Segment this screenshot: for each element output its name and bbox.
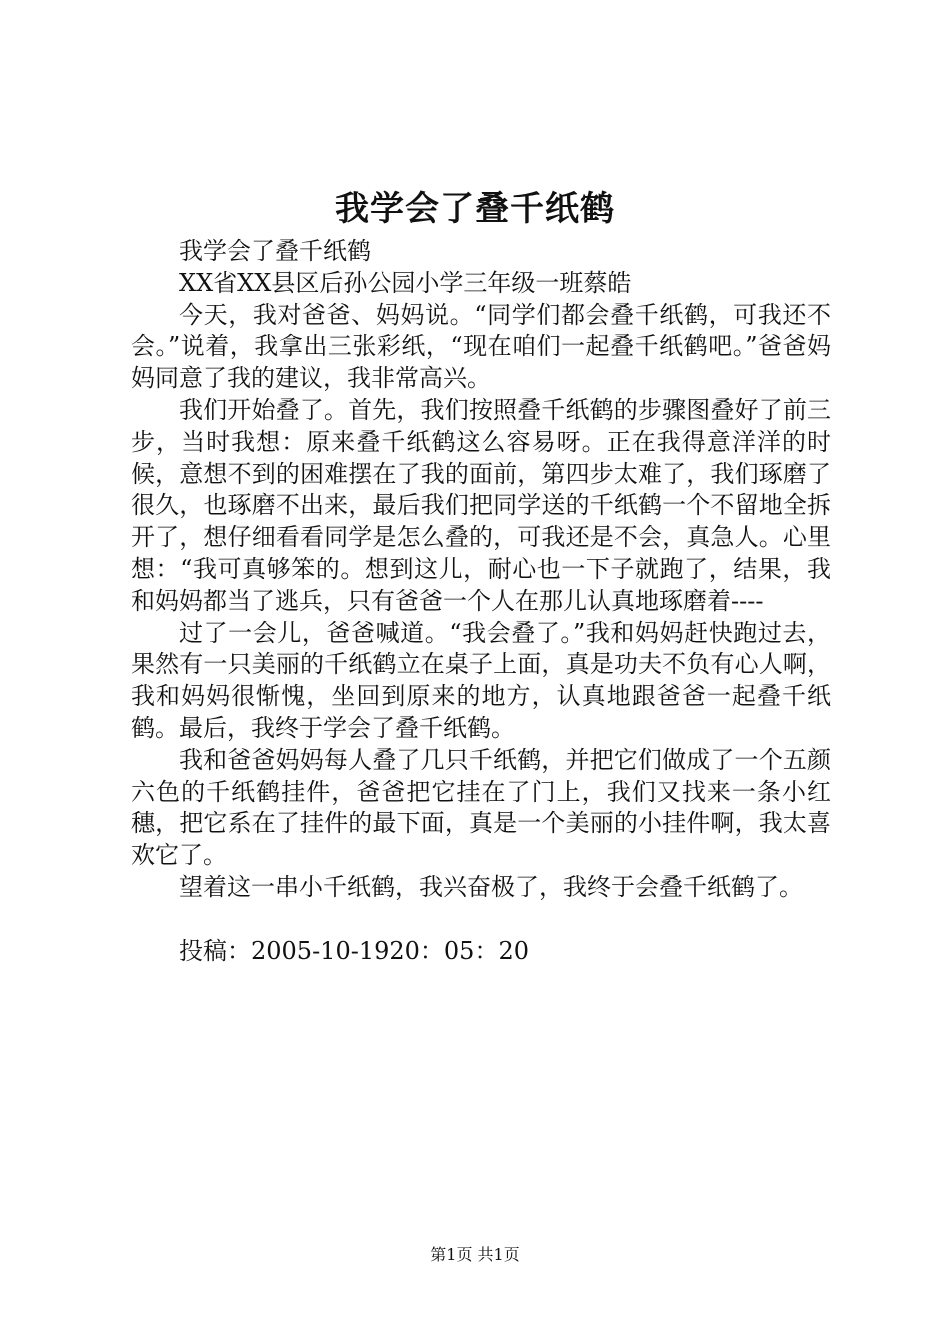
paragraph-3: 过了一会儿，爸爸喊道。“我会叠了。”我和妈妈赶快跑过去，果然有一只美丽的千纸鹤立在桌子上面，真是功夫不负有心人啊，我和妈妈很惭愧，坐回到原来的地方，认真地跟爸爸一起叠千纸鹤。最后，我终于学会了叠千纸鹤。 (131, 618, 831, 742)
paragraph-2: 我们开始叠了。首先，我们按照叠千纸鹤的步骤图叠好了前三步，当时我想：原来叠千纸鹤这么容易呀。正在我得意洋洋的时候，意想不到的困难摆在了我的面前，第四步太难了，我们琢磨了很久，也琢磨不出来，最后我们把同学送的千纸鹤一个不留地全拆开了，想仔细看看同学是怎么叠的，可我还是不会，真急人。心里想：“我可真够笨的。想到这儿，耐心也一下子就跑了，结果，我和妈妈都当了逃兵，只有爸爸一个人在那儿认真地琢磨着---- (131, 395, 831, 615)
paragraph-5: 望着这一串小千纸鹤，我兴奋极了，我终于会叠千纸鹤了。 (179, 872, 803, 901)
paragraph-1: 今天，我对爸爸、妈妈说。“同学们都会叠千纸鹤，可我还不会。”说着，我拿出三张彩纸，“现在咱们一起叠千纸鹤吧。”爸爸妈妈同意了我的建议，我非常高兴。 (131, 300, 831, 393)
document-body (131, 236, 831, 967)
page-footer: 第1页 共1页 (430, 1245, 520, 1264)
document-title: 我学会了叠千纸鹤 (335, 189, 615, 229)
author-line: XX省XX县区后孙公园小学三年级一班蔡皓 (179, 268, 632, 297)
subtitle-line: 我学会了叠千纸鹤 (179, 237, 371, 265)
submission-line: 投稿：2005-10-1920：05：20 (179, 936, 529, 965)
paragraph-4: 我和爸爸妈妈每人叠了几只千纸鹤，并把它们做成了一个五颜六色的千纸鹤挂件，爸爸把它挂在了门上，我们又找来一条小红穗，把它系在了挂件的最下面，真是一个美丽的小挂件啊，我太喜欢它了。 (131, 745, 831, 870)
blank-line (131, 904, 831, 936)
